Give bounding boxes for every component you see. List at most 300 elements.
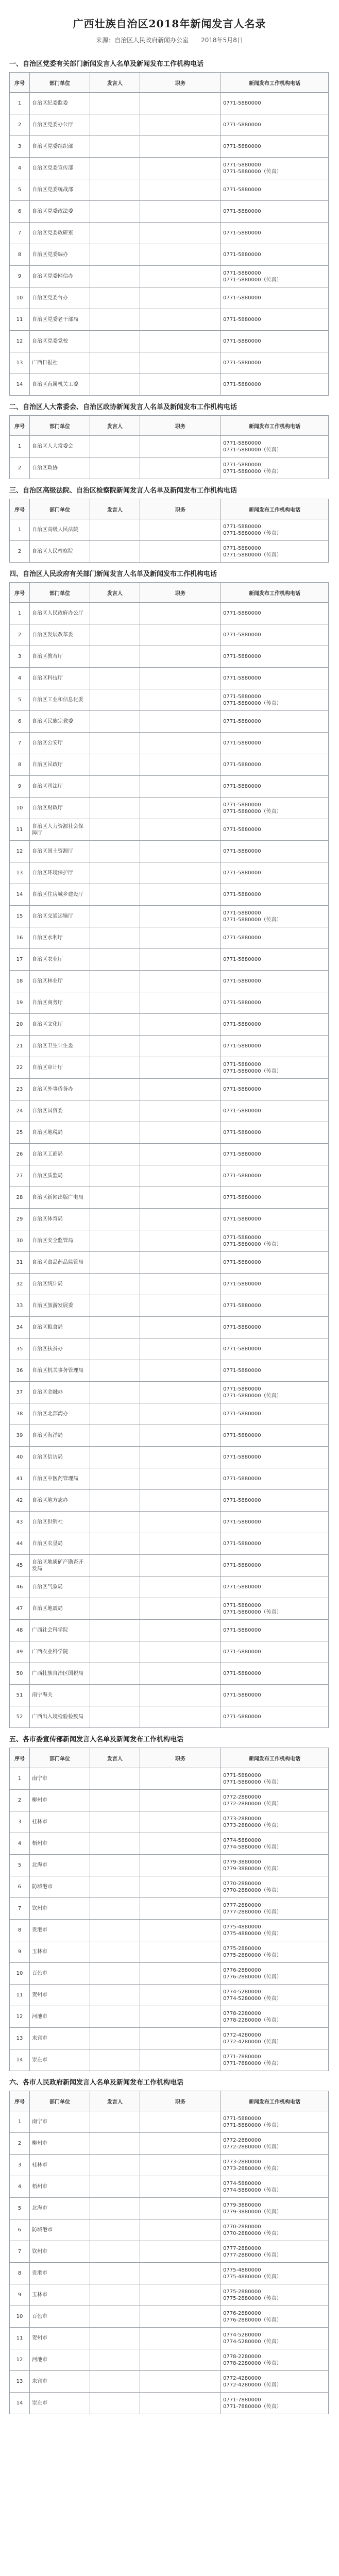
spokesperson-name <box>90 884 140 906</box>
row-number: 28 <box>10 1187 30 1209</box>
phone-number: 0771-5880000 <box>223 1519 261 1525</box>
spokesperson-position <box>140 1057 221 1079</box>
office-phone-cell <box>221 1014 329 1036</box>
department-name: 自治区扶贫办 <box>30 1338 90 1360</box>
department-name: 北海市 <box>30 1855 90 1876</box>
roster-table <box>9 1748 329 2071</box>
row-number: 1 <box>10 93 30 114</box>
phone-number: 0771-5880000 <box>223 611 261 616</box>
spokesperson-position <box>140 646 221 668</box>
row-number: 2 <box>10 114 30 136</box>
phone-number: 0771-5880000 <box>223 870 261 876</box>
phone-number: 0771-5880000（传真） <box>223 530 282 536</box>
department-name: 自治区高级人民法院 <box>30 519 90 541</box>
phone-number: 0771-5880000 <box>223 632 261 638</box>
spokesperson-name <box>90 201 140 223</box>
row-number: 2 <box>10 1790 30 1811</box>
row-number: 8 <box>10 2263 30 2284</box>
spokesperson-position <box>140 798 221 819</box>
table-row <box>10 1768 329 1790</box>
phone-number: 0778-2280000 <box>223 2353 261 2360</box>
row-number: 11 <box>10 2328 30 2349</box>
phone-number: 0771-5880000 <box>223 719 261 724</box>
table-row <box>10 1555 329 1577</box>
table-row <box>10 1577 329 1598</box>
row-number: 1 <box>10 436 30 457</box>
phone-number: 0779-3880000（传真） <box>223 2209 282 2215</box>
row-number: 10 <box>10 798 30 819</box>
phone-number: 0775-2880000 <box>223 2289 261 2295</box>
table-row <box>10 668 329 689</box>
department-name: 自治区旅游发展委 <box>30 1295 90 1317</box>
department-name: 贵港市 <box>30 2263 90 2284</box>
department-name: 来宾市 <box>30 2028 90 2049</box>
table-row <box>10 201 329 223</box>
phone-number: 0771-5880000 <box>223 1151 261 1157</box>
row-number: 4 <box>10 668 30 689</box>
office-phone-cell <box>221 331 329 352</box>
spokesperson-position <box>140 1252 221 1274</box>
spokesperson-position <box>140 2306 221 2328</box>
office-phone-cell <box>221 819 329 841</box>
department-name: 自治区党委组织部 <box>30 136 90 158</box>
page-title: 广西壮族自治区2018年新闻发言人名录 <box>73 18 266 30</box>
office-phone-cell <box>221 2155 329 2176</box>
column-header: 发言人 <box>90 583 140 603</box>
office-phone-cell <box>221 1122 329 1144</box>
office-phone-cell <box>221 1641 329 1663</box>
phone-number: 0771-7880000（传真） <box>223 2403 282 2410</box>
office-phone-cell <box>221 971 329 992</box>
office-phone-cell <box>221 1598 329 1620</box>
office-phone-cell <box>221 1274 329 1295</box>
table-row <box>10 1920 329 1941</box>
phone-number: 0777-2880000 <box>223 1902 261 1908</box>
table-row <box>10 754 329 776</box>
office-phone-cell <box>221 1768 329 1790</box>
department-name: 自治区党委办公厅 <box>30 114 90 136</box>
phone-number: 0770-2880000 <box>223 1880 261 1887</box>
department-name: 崇左市 <box>30 2393 90 2414</box>
office-phone-cell <box>221 2284 329 2306</box>
spokesperson-position <box>140 754 221 776</box>
row-number: 7 <box>10 2241 30 2263</box>
row-number: 27 <box>10 1165 30 1187</box>
department-name: 南宁海关 <box>30 1685 90 1706</box>
phone-number: 0771-5880000 <box>223 978 261 984</box>
department-name: 自治区党委党校 <box>30 331 90 352</box>
table-row <box>10 992 329 1014</box>
phone-number: 0777-2880000（传真） <box>223 1909 282 1915</box>
spokesperson-position <box>140 906 221 927</box>
department-name: 自治区发展改革委 <box>30 624 90 646</box>
table-row <box>10 2306 329 2328</box>
table-row <box>10 2155 329 2176</box>
office-phone-cell <box>221 1295 329 1317</box>
department-name: 贵港市 <box>30 1920 90 1941</box>
phone-number: 0771-5880000 <box>223 1234 261 1241</box>
row-number: 7 <box>10 1898 30 1920</box>
spokesperson-position <box>140 1663 221 1685</box>
department-name: 自治区政协 <box>30 457 90 479</box>
spokesperson-name <box>90 1920 140 1941</box>
table-row <box>10 436 329 457</box>
column-header: 部门单位 <box>30 1748 90 1768</box>
department-name: 自治区农业厅 <box>30 949 90 971</box>
table-row <box>10 1317 329 1338</box>
spokesperson-position <box>140 136 221 158</box>
spokesperson-position <box>140 1144 221 1165</box>
spokesperson-name <box>90 1876 140 1898</box>
row-number: 14 <box>10 374 30 396</box>
department-name: 广西农业科学院 <box>30 1641 90 1663</box>
spokesperson-name <box>90 1790 140 1811</box>
spokesperson-position <box>140 201 221 223</box>
row-number: 3 <box>10 136 30 158</box>
column-header: 序号 <box>10 2091 30 2111</box>
spokesperson-name <box>90 1620 140 1641</box>
table-row <box>10 541 329 563</box>
row-number: 3 <box>10 1811 30 1833</box>
spokesperson-position <box>140 1187 221 1209</box>
phone-number: 0771-5880000 <box>223 1772 261 1778</box>
table-row <box>10 819 329 841</box>
department-name: 自治区审计厅 <box>30 1057 90 1079</box>
phone-number: 0771-7880000（传真） <box>223 2060 282 2066</box>
spokesperson-name <box>90 114 140 136</box>
phone-number: 0771-5880000 <box>223 252 261 258</box>
office-phone-cell <box>221 1490 329 1512</box>
spokesperson-name <box>90 862 140 884</box>
spokesperson-position <box>140 2133 221 2155</box>
spokesperson-name <box>90 158 140 179</box>
column-header: 新闻发布工作机构电话 <box>221 2091 329 2111</box>
spokesperson-position <box>140 1620 221 1641</box>
spokesperson-name <box>90 1230 140 1252</box>
department-name: 自治区环境保护厅 <box>30 862 90 884</box>
spokesperson-name <box>90 2111 140 2133</box>
phone-number: 0771-5880000 <box>223 1563 261 1568</box>
phone-number: 0775-2880000（传真） <box>223 2295 282 2301</box>
row-number: 9 <box>10 266 30 287</box>
row-number: 33 <box>10 1295 30 1317</box>
spokesperson-name <box>90 1209 140 1230</box>
department-name: 自治区公安厅 <box>30 733 90 754</box>
spokesperson-name <box>90 1555 140 1577</box>
office-phone-cell <box>221 244 329 266</box>
office-phone-cell <box>221 1920 329 1941</box>
table-row <box>10 841 329 862</box>
table-row <box>10 624 329 646</box>
column-header: 部门单位 <box>30 73 90 93</box>
spokesperson-name <box>90 1187 140 1209</box>
phone-number: 0771-5880000 <box>223 440 261 446</box>
row-number: 2 <box>10 541 30 563</box>
phone-number: 0771-5880000 <box>223 1692 261 1698</box>
office-phone-cell <box>221 1620 329 1641</box>
department-name: 广西壮族自治区国税局 <box>30 1663 90 1685</box>
office-phone-cell <box>221 1338 329 1360</box>
section-heading: 一、自治区党委有关部门新闻发言人名单及新闻发布工作机构电话 <box>9 60 204 68</box>
spokesperson-name <box>90 1685 140 1706</box>
row-number: 1 <box>10 1768 30 1790</box>
spokesperson-position <box>140 1811 221 1833</box>
row-number: 38 <box>10 1403 30 1425</box>
row-number: 2 <box>10 2133 30 2155</box>
spokesperson-position <box>140 331 221 352</box>
department-name: 防城港市 <box>30 2219 90 2241</box>
office-phone-cell <box>221 1898 329 1920</box>
row-number: 10 <box>10 287 30 309</box>
spokesperson-name <box>90 1274 140 1295</box>
spokesperson-name <box>90 819 140 841</box>
spokesperson-name <box>90 1122 140 1144</box>
phone-number: 0771-5880000 <box>223 1043 261 1049</box>
table-row <box>10 309 329 331</box>
spokesperson-name <box>90 776 140 798</box>
phone-number: 0778-2280000 <box>223 2010 261 2016</box>
department-name: 广西社会科学院 <box>30 1620 90 1641</box>
office-phone-cell <box>221 1057 329 1079</box>
office-phone-cell <box>221 2028 329 2049</box>
spokesperson-position <box>140 223 221 244</box>
row-number: 50 <box>10 1663 30 1685</box>
phone-number: 0775-2880000 <box>223 1945 261 1952</box>
spokesperson-position <box>140 2049 221 2071</box>
row-number: 20 <box>10 1014 30 1036</box>
phone-number: 0772-2880000 <box>223 1794 261 1800</box>
phone-number: 0776-2880000（传真） <box>223 1974 282 1980</box>
row-number: 9 <box>10 2284 30 2306</box>
spokesperson-name <box>90 2241 140 2263</box>
spokesperson-name <box>90 1014 140 1036</box>
spokesperson-position <box>140 2241 221 2263</box>
department-name: 广西出入境检验检疫局 <box>30 1706 90 1728</box>
column-header: 职务 <box>140 416 221 436</box>
office-phone-cell <box>221 798 329 819</box>
department-name: 自治区人大常委会 <box>30 436 90 457</box>
phone-number: 0774-5280000 <box>223 2332 261 2338</box>
phone-number: 0772-2880000 <box>223 2137 261 2143</box>
spokesperson-name <box>90 2263 140 2284</box>
office-phone-cell <box>221 2393 329 2414</box>
spokesperson-name <box>90 798 140 819</box>
spokesperson-name <box>90 1533 140 1555</box>
spokesperson-position <box>140 1403 221 1425</box>
department-name: 北海市 <box>30 2198 90 2219</box>
office-phone-cell <box>221 158 329 179</box>
phone-number: 0771-5880000 <box>223 1000 261 1006</box>
spokesperson-name <box>90 1855 140 1876</box>
spokesperson-position <box>140 1490 221 1512</box>
table-row <box>10 93 329 114</box>
office-phone-cell <box>221 1790 329 1811</box>
spokesperson-name <box>90 519 140 541</box>
table-row <box>10 1230 329 1252</box>
spokesperson-position <box>140 1790 221 1811</box>
spokesperson-name <box>90 1512 140 1533</box>
column-header: 部门单位 <box>30 2091 90 2111</box>
phone-number: 0771-5880000 <box>223 1411 261 1417</box>
department-name: 自治区人力资源社会保障厅 <box>30 819 90 841</box>
phone-number: 0772-4280000（传真） <box>223 2039 282 2045</box>
spokesperson-position <box>140 624 221 646</box>
spokesperson-position <box>140 862 221 884</box>
department-name: 自治区海洋局 <box>30 1425 90 1447</box>
phone-number: 0774-5280000 <box>223 1989 261 1995</box>
phone-number: 0771-5880000 <box>223 957 261 962</box>
office-phone-cell <box>221 1468 329 1490</box>
phone-number: 0771-5880000 <box>223 1584 261 1590</box>
department-name: 自治区科技厅 <box>30 668 90 689</box>
spokesperson-position <box>140 519 221 541</box>
phone-number: 0771-5880000（传真） <box>223 552 282 558</box>
row-number: 3 <box>10 646 30 668</box>
row-number: 6 <box>10 2219 30 2241</box>
phone-number: 0774-5280000（传真） <box>223 2338 282 2345</box>
row-number: 1 <box>10 519 30 541</box>
phone-number: 0773-2880000 <box>223 1816 261 1822</box>
phone-number: 0771-5880000 <box>223 1195 261 1200</box>
column-header: 发言人 <box>90 499 140 519</box>
column-header: 新闻发布工作机构电话 <box>221 499 329 519</box>
spokesperson-name <box>90 436 140 457</box>
table-row <box>10 949 329 971</box>
phone-number: 0771-5880000（传真） <box>223 2122 282 2128</box>
row-number: 26 <box>10 1144 30 1165</box>
spokesperson-position <box>140 2393 221 2414</box>
phone-number: 0775-2880000（传真） <box>223 1952 282 1958</box>
spokesperson-position <box>140 1577 221 1598</box>
office-phone-cell <box>221 1685 329 1706</box>
column-header: 职务 <box>140 583 221 603</box>
spokesperson-name <box>90 646 140 668</box>
spokesperson-position <box>140 436 221 457</box>
table-row <box>10 1338 329 1360</box>
spokesperson-position <box>140 374 221 396</box>
table-row <box>10 1382 329 1403</box>
spokesperson-name <box>90 1577 140 1598</box>
department-name: 南宁市 <box>30 1768 90 1790</box>
spokesperson-name <box>90 2028 140 2049</box>
phone-number: 0771-5880000（传真） <box>223 1609 282 1615</box>
office-phone-cell <box>221 689 329 711</box>
row-number: 11 <box>10 1985 30 2006</box>
row-number: 9 <box>10 776 30 798</box>
table-row <box>10 223 329 244</box>
spokesperson-name <box>90 223 140 244</box>
department-name: 自治区工业和信息化委 <box>30 689 90 711</box>
spokesperson-position <box>140 179 221 201</box>
department-name: 自治区国土资源厅 <box>30 841 90 862</box>
spokesperson-position <box>140 1706 221 1728</box>
table-row <box>10 1274 329 1295</box>
phone-number: 0771-5880000 <box>223 360 261 366</box>
spokesperson-position <box>140 2111 221 2133</box>
table-row <box>10 798 329 819</box>
office-phone-cell <box>221 287 329 309</box>
table-row <box>10 2393 329 2414</box>
spokesperson-name <box>90 1317 140 1338</box>
table-row <box>10 244 329 266</box>
phone-number: 0771-5880000（传真） <box>223 1393 282 1399</box>
phone-number: 0776-2880000 <box>223 2310 261 2316</box>
column-header: 发言人 <box>90 416 140 436</box>
table-row <box>10 646 329 668</box>
department-name: 自治区党委台办 <box>30 287 90 309</box>
phone-number: 0771-5880000 <box>223 1087 261 1092</box>
roster-table <box>9 72 329 396</box>
table-row <box>10 1144 329 1165</box>
column-header: 职务 <box>140 499 221 519</box>
phone-number: 0771-5880000 <box>223 1671 261 1676</box>
office-phone-cell <box>221 1187 329 1209</box>
spokesperson-name <box>90 287 140 309</box>
spokesperson-position <box>140 992 221 1014</box>
office-phone-cell <box>221 1317 329 1338</box>
office-phone-cell <box>221 136 329 158</box>
spokesperson-name <box>90 1898 140 1920</box>
row-number: 52 <box>10 1706 30 1728</box>
table-row <box>10 1468 329 1490</box>
spokesperson-position <box>140 1274 221 1295</box>
table-row <box>10 1941 329 1963</box>
spokesperson-name <box>90 1833 140 1855</box>
phone-number: 0776-2880000 <box>223 1967 261 1973</box>
phone-number: 0771-5880000 <box>223 230 261 236</box>
table-row <box>10 2111 329 2133</box>
office-phone-cell <box>221 646 329 668</box>
phone-number: 0771-5880000 <box>223 802 261 808</box>
office-phone-cell <box>221 1382 329 1403</box>
spokesperson-position <box>140 1876 221 1898</box>
column-header: 部门单位 <box>30 583 90 603</box>
table-row <box>10 287 329 309</box>
office-phone-cell <box>221 1425 329 1447</box>
phone-number: 0771-5880000 <box>223 295 261 301</box>
department-name: 自治区粮食局 <box>30 1317 90 1338</box>
row-number: 24 <box>10 1100 30 1122</box>
office-phone-cell <box>221 949 329 971</box>
table-header-row <box>10 583 329 603</box>
phone-number: 0771-5880000 <box>223 693 261 700</box>
row-number: 42 <box>10 1490 30 1512</box>
spokesperson-name <box>90 992 140 1014</box>
department-name: 自治区党委政研室 <box>30 223 90 244</box>
phone-number: 0771-5880000（传真） <box>223 168 282 175</box>
row-number: 15 <box>10 906 30 927</box>
spokesperson-position <box>140 2006 221 2028</box>
spokesperson-position <box>140 971 221 992</box>
phone-number: 0773-2880000（传真） <box>223 1822 282 1828</box>
spokesperson-position <box>140 1036 221 1057</box>
office-phone-cell <box>221 93 329 114</box>
spokesperson-name <box>90 1490 140 1512</box>
table-row <box>10 603 329 624</box>
table-row <box>10 1100 329 1122</box>
column-header: 新闻发布工作机构电话 <box>221 583 329 603</box>
department-name: 梧州市 <box>30 2176 90 2198</box>
row-number: 37 <box>10 1382 30 1403</box>
spokesperson-position <box>140 1447 221 1468</box>
row-number: 22 <box>10 1057 30 1079</box>
office-phone-cell <box>221 2349 329 2371</box>
phone-number: 0771-5880000 <box>223 144 261 149</box>
department-name: 玉林市 <box>30 1941 90 1963</box>
spokesperson-position <box>140 668 221 689</box>
table-row <box>10 352 329 374</box>
spokesperson-position <box>140 541 221 563</box>
